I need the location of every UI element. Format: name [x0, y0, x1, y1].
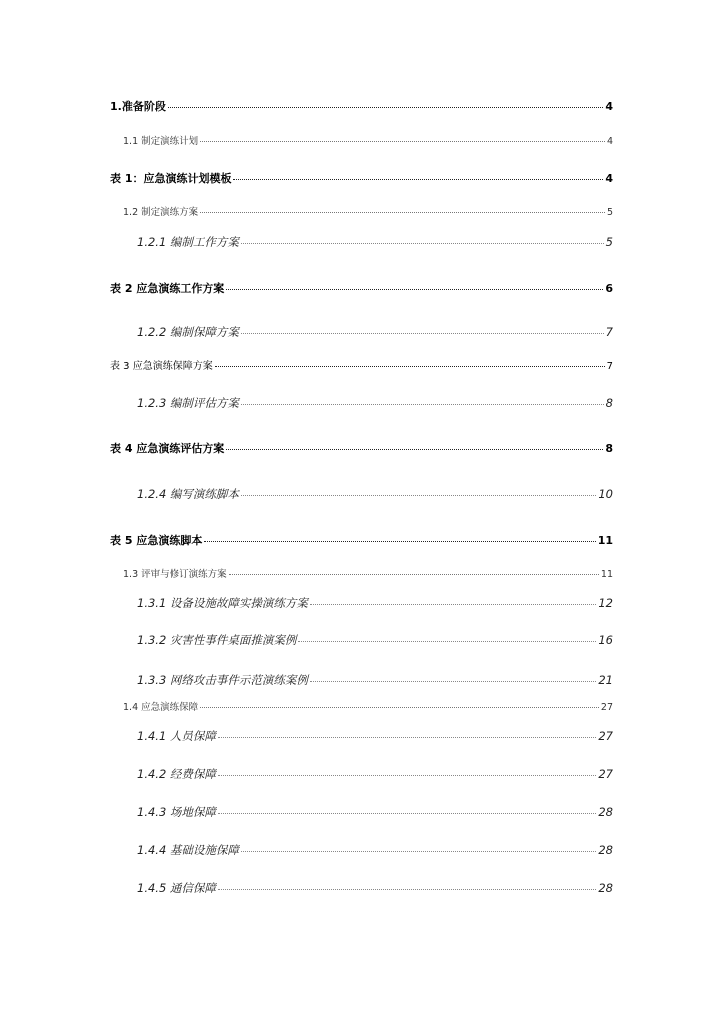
- toc-entry-page: 6: [605, 282, 613, 295]
- toc-entry[interactable]: [123, 703, 613, 713]
- toc-entry-page: 8: [605, 396, 613, 410]
- leader-dots: [233, 178, 603, 180]
- toc-entry-page: 21: [598, 673, 613, 687]
- leader-dots: [218, 888, 596, 890]
- toc-entry[interactable]: [137, 237, 613, 249]
- leader-dots: [168, 106, 604, 108]
- toc-entry-page: 28: [598, 805, 613, 819]
- toc-entry[interactable]: [137, 635, 613, 647]
- toc-entry[interactable]: [123, 208, 613, 218]
- toc-entry-page: 27: [598, 729, 613, 743]
- toc-entry[interactable]: [110, 283, 613, 294]
- leader-dots: [215, 365, 605, 367]
- leader-dots: [226, 288, 603, 290]
- toc-entry-label: 1.3.3 网络攻击事件示范演练案例: [137, 673, 308, 687]
- toc-entry-label: 表 1：应急演练计划模板: [110, 172, 232, 185]
- leader-dots: [200, 211, 605, 213]
- toc-entry[interactable]: [137, 598, 613, 610]
- leader-dots: [310, 680, 596, 682]
- leader-dots: [241, 494, 596, 496]
- toc-entry-page: 4: [605, 172, 613, 185]
- toc-entry-label: 表 2 应急演练工作方案: [110, 282, 225, 295]
- toc-entry-label: 1.2.4 编写演练脚本: [137, 487, 239, 501]
- toc-entry[interactable]: [110, 362, 613, 372]
- toc-entry-page: 27: [598, 767, 613, 781]
- toc-entry-page: 10: [598, 487, 613, 501]
- toc-entry[interactable]: [137, 398, 613, 410]
- toc-entry-label: 1.2.3 编制评估方案: [137, 396, 239, 410]
- toc-entry-page: 11: [600, 569, 613, 580]
- toc-entry-page: 28: [598, 881, 613, 895]
- toc-entry[interactable]: [110, 173, 613, 184]
- toc-entry[interactable]: [137, 327, 613, 339]
- toc-entry-label: 表 3 应急演练保障方案: [110, 361, 213, 372]
- leader-dots: [200, 706, 599, 708]
- toc-entry[interactable]: [123, 570, 613, 580]
- toc-entry-label: 1.4.2 经费保障: [137, 767, 216, 781]
- leader-dots: [298, 640, 596, 642]
- leader-dots: [226, 448, 603, 450]
- leader-dots: [241, 850, 596, 852]
- toc-entry[interactable]: [137, 731, 613, 743]
- toc-entry[interactable]: [137, 845, 613, 857]
- toc-entry-page: 5: [606, 207, 613, 218]
- toc-entry-page: 11: [597, 534, 613, 547]
- leader-dots: [218, 774, 596, 776]
- toc-entry-page: 7: [605, 325, 613, 339]
- leader-dots: [218, 736, 596, 738]
- toc-entry-label: 1.3 评审与修订演练方案: [123, 569, 227, 580]
- toc-entry-label: 1.3.1 设备设施故障实操演练方案: [137, 596, 308, 610]
- toc-entry-label: 1.4 应急演练保障: [123, 702, 199, 713]
- toc-entry[interactable]: [137, 675, 613, 687]
- toc-entry[interactable]: [137, 807, 613, 819]
- toc-entry-page: 8: [605, 442, 613, 455]
- leader-dots: [200, 140, 605, 142]
- leader-dots: [241, 332, 604, 334]
- toc-entry-label: 1.4.1 人员保障: [137, 729, 216, 743]
- toc-entry-page: 28: [598, 843, 613, 857]
- toc-entry[interactable]: [137, 769, 613, 781]
- toc-entry-label: 1.2.1 编制工作方案: [137, 235, 239, 249]
- leader-dots: [241, 403, 604, 405]
- toc-entry[interactable]: [110, 101, 613, 112]
- leader-dots: [218, 812, 596, 814]
- toc-entry-page: 16: [598, 633, 613, 647]
- leader-dots: [310, 603, 596, 605]
- toc-entry-label: 1.2.2 编制保障方案: [137, 325, 239, 339]
- toc-entry[interactable]: [123, 137, 613, 147]
- toc-entry-label: 1.2 制定演练方案: [123, 207, 199, 218]
- toc-entry-label: 1.4.5 通信保障: [137, 881, 216, 895]
- toc-entry-page: 7: [606, 361, 613, 372]
- leader-dots: [241, 242, 604, 244]
- toc-entry-label: 1.3.2 灾害性事件桌面推演案例: [137, 633, 297, 647]
- toc-entry-page: 5: [605, 235, 613, 249]
- toc-entry-label: 1.4.3 场地保障: [137, 805, 216, 819]
- leader-dots: [204, 540, 595, 542]
- toc-entry-page: 27: [600, 702, 613, 713]
- toc-entry[interactable]: [110, 535, 613, 546]
- toc-entry-page: 4: [606, 136, 613, 147]
- toc-entry[interactable]: [110, 443, 613, 454]
- toc-entry-page: 12: [598, 596, 613, 610]
- toc-entry[interactable]: [137, 883, 613, 895]
- toc-entry-page: 4: [605, 100, 613, 113]
- toc-entry-label: 表 5 应急演练脚本: [110, 534, 203, 547]
- leader-dots: [229, 573, 599, 575]
- toc-entry-label: 1.准备阶段: [110, 100, 166, 113]
- toc-entry-label: 1.1 制定演练计划: [123, 136, 199, 147]
- toc-entry-label: 表 4 应急演练评估方案: [110, 442, 225, 455]
- toc-entry[interactable]: [137, 489, 613, 501]
- toc-entry-label: 1.4.4 基础设施保障: [137, 843, 239, 857]
